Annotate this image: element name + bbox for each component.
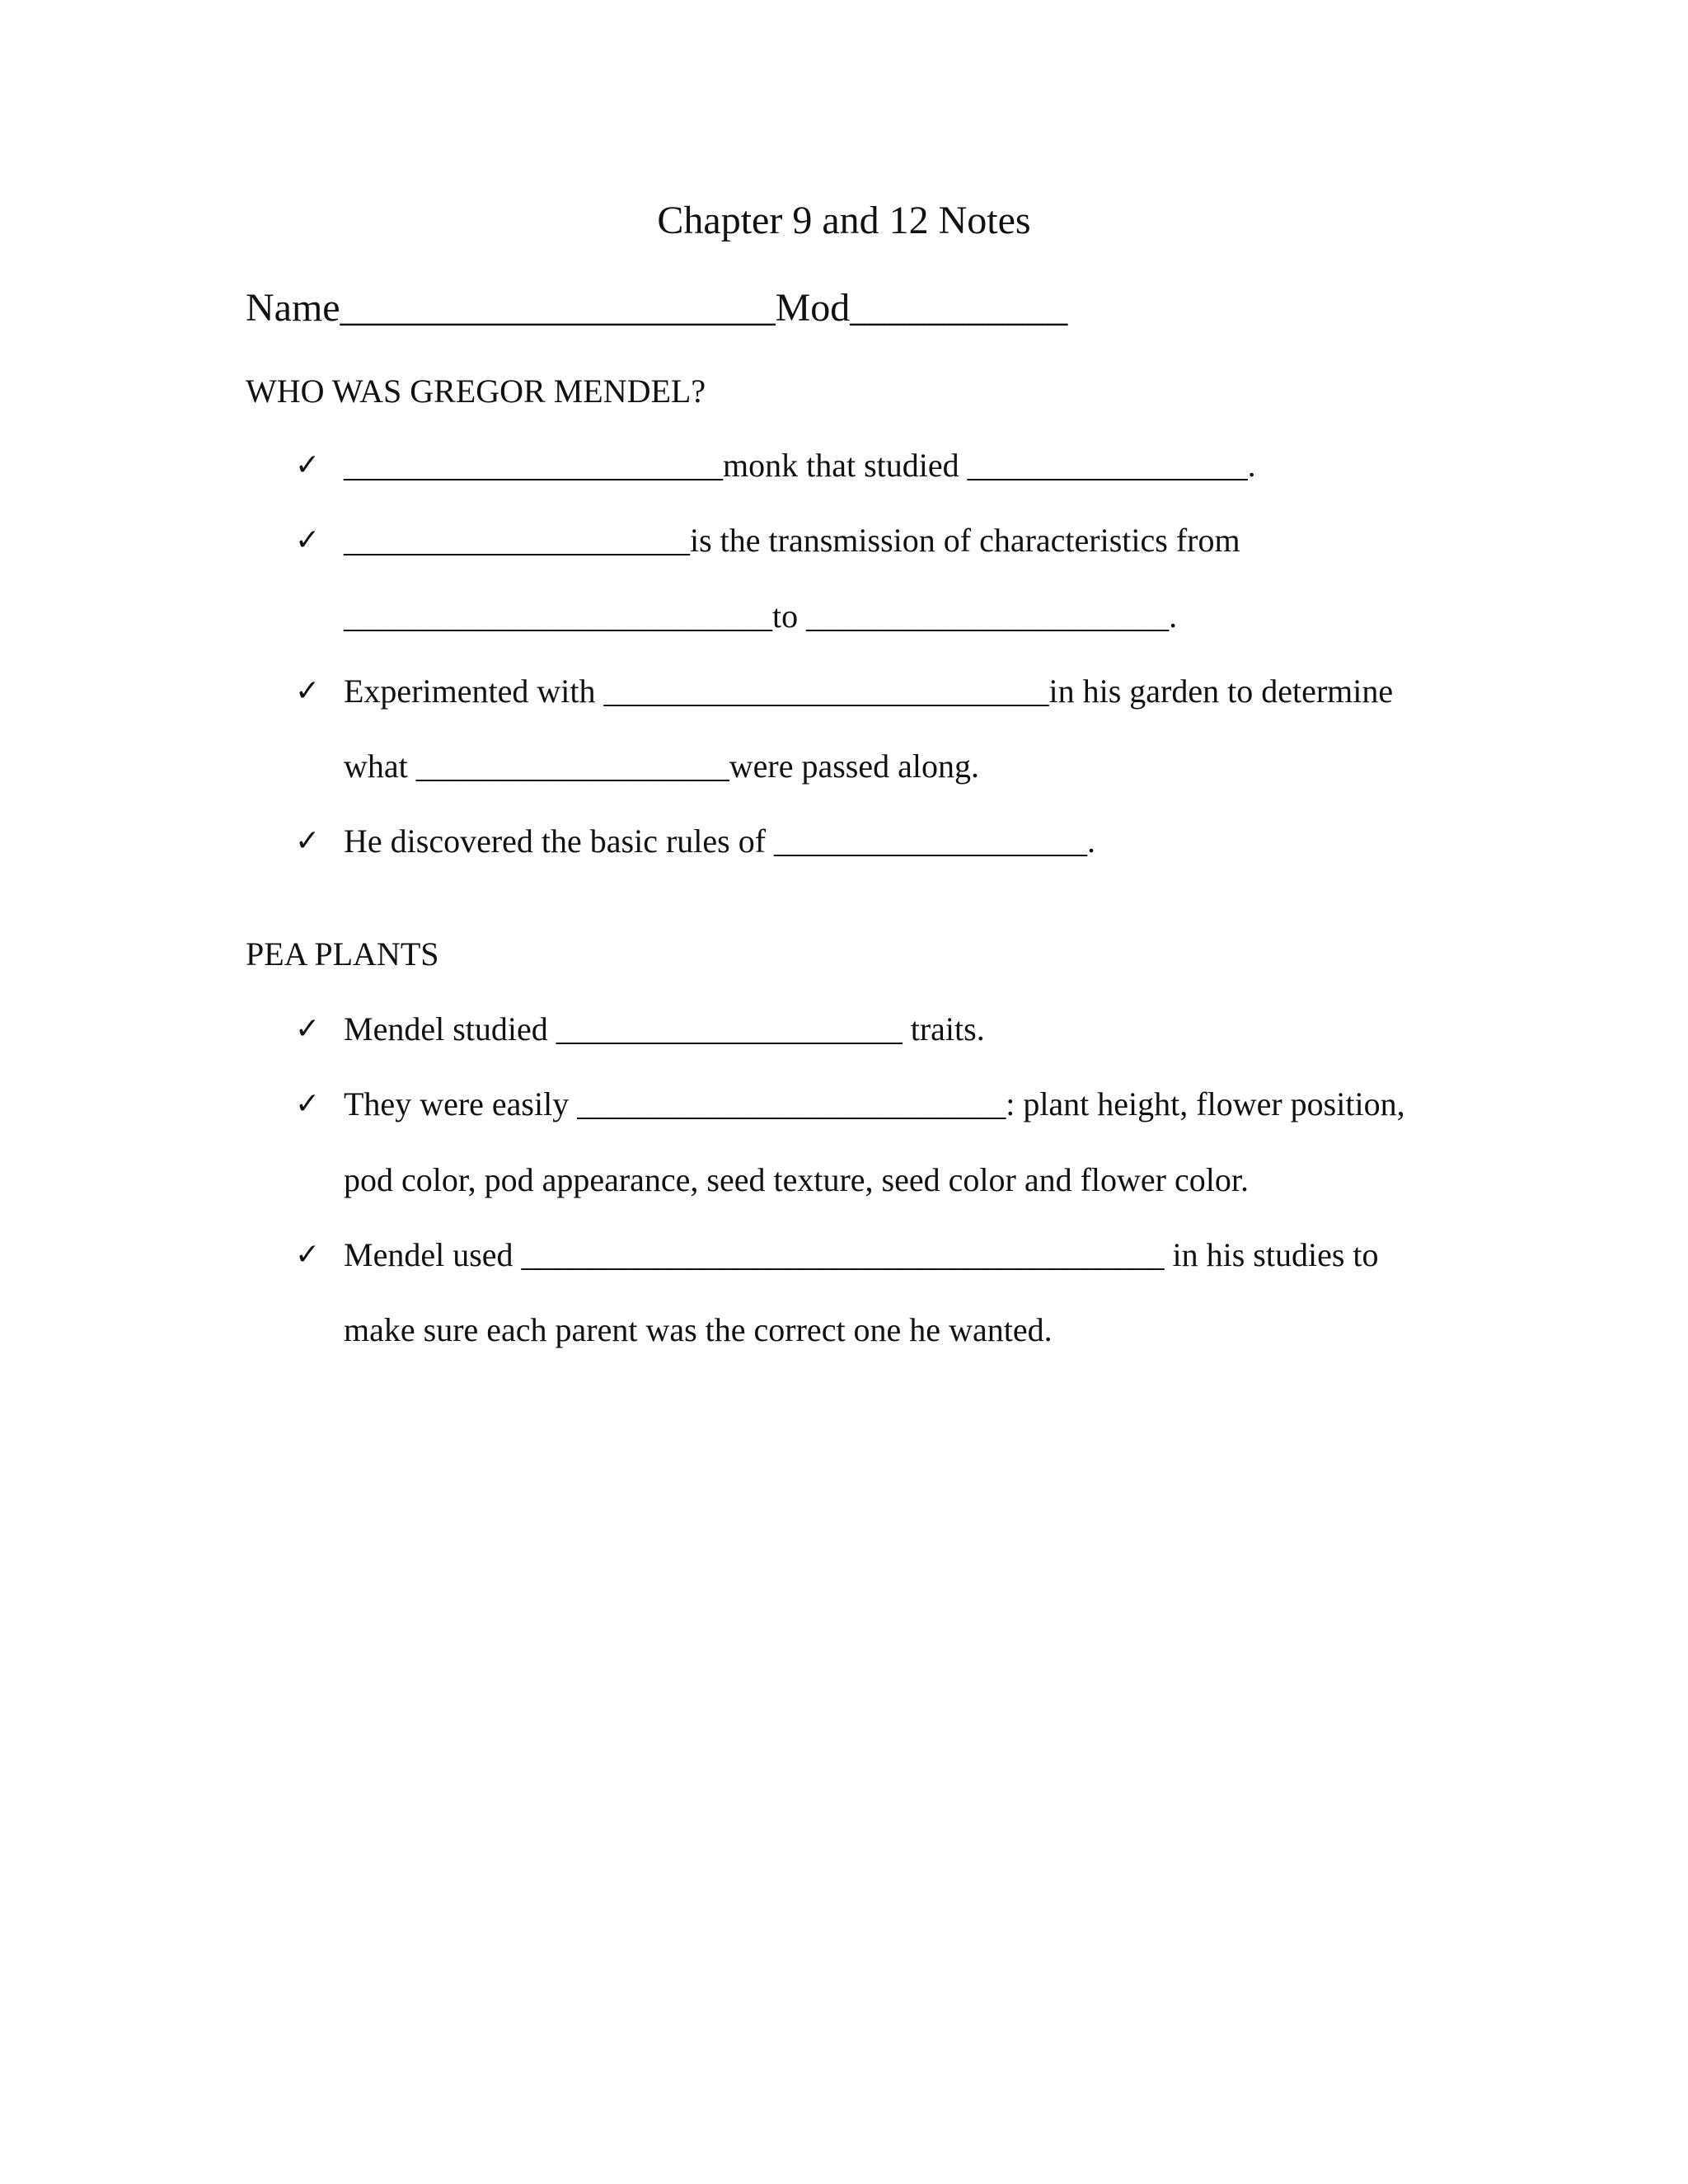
page-title: Chapter 9 and 12 Notes (657, 199, 1031, 242)
checkmark-icon: ✓ (295, 1012, 321, 1046)
fill-in-line: He discovered the basic rules of ___________________. (344, 823, 1096, 860)
checkmark-icon: ✓ (295, 523, 321, 557)
fill-in-line-continued: pod color, pod appearance, seed texture, seed color and flower color. (344, 1161, 1249, 1198)
section-heading-gregor-mendel: WHO WAS GREGOR MENDEL? (246, 373, 706, 410)
fill-in-line: Mendel used _______________________________________ in his studies to (344, 1236, 1379, 1273)
name-mod-line: Name______________________Mod___________ (246, 286, 1068, 330)
checkmark-icon: ✓ (295, 1238, 321, 1272)
fill-in-line: _____________________is the transmission of characteristics from (344, 522, 1240, 559)
fill-in-line: Experimented with ___________________________in his garden to determine (344, 673, 1394, 710)
checkmark-icon: ✓ (295, 448, 321, 482)
fill-in-line-continued: make sure each parent was the correct one he wanted. (344, 1311, 1053, 1348)
fill-in-line: Mendel studied _____________________ traits. (344, 1010, 985, 1047)
checkmark-icon: ✓ (295, 674, 321, 708)
fill-in-line-continued: __________________________to ______________________. (344, 598, 1178, 635)
fill-in-line: They were easily __________________________: plant height, flower position, (344, 1085, 1405, 1122)
checkmark-icon: ✓ (295, 824, 321, 858)
fill-in-line-continued: what ___________________were passed along. (344, 748, 979, 785)
checkmark-icon: ✓ (295, 1087, 321, 1121)
section-heading-pea-plants: PEA PLANTS (246, 935, 439, 972)
fill-in-line: _______________________monk that studied _________________. (344, 447, 1256, 484)
